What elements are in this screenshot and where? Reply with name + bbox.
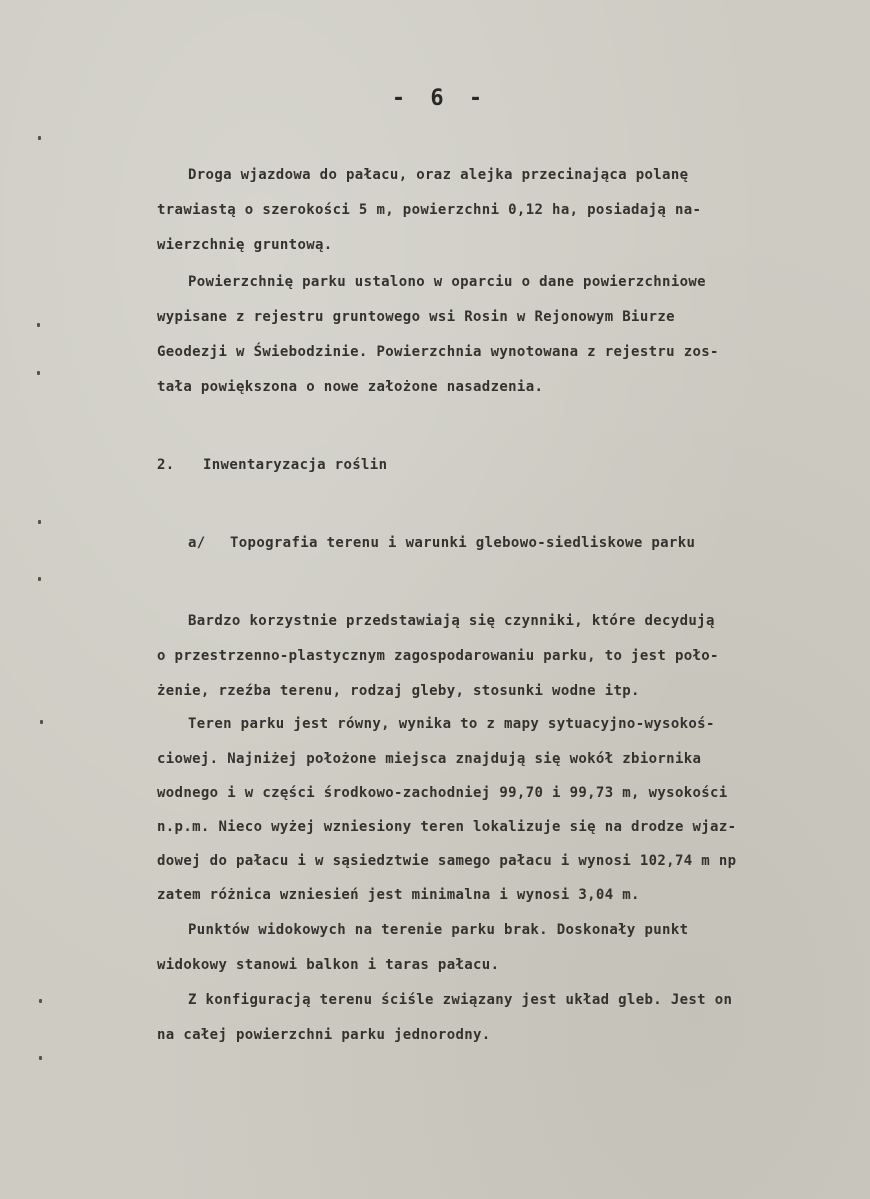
margin-mark	[37, 371, 40, 375]
paragraph-line: Geodezji w Świebodzinie. Powierzchnia wynotowana z rejestru zos-	[157, 344, 719, 360]
margin-mark	[38, 136, 41, 140]
margin-mark	[38, 520, 41, 524]
paragraph-line: Droga wjazdowa do pałacu, oraz alejka przecinająca polanę	[188, 167, 689, 183]
paragraph-line: ciowej. Najniżej położone miejsca znajdują się wokół zbiornika	[157, 751, 702, 767]
paragraph-line: wypisane z rejestru gruntowego wsi Rosin w Rejonowym Biurze	[157, 309, 675, 325]
section-title: Inwentaryzacja roślin	[203, 457, 388, 473]
paragraph-line: widokowy stanowi balkon i taras pałacu.	[157, 957, 500, 973]
margin-mark	[37, 323, 40, 327]
paragraph-line: n.p.m. Nieco wyżej wzniesiony teren lokalizuje się na drodze wjaz-	[157, 819, 737, 835]
margin-mark	[39, 1056, 42, 1060]
subsection-title: Topografia terenu i warunki glebowo-siedliskowe parku	[230, 535, 696, 551]
paragraph-line: Bardzo korzystnie przedstawiają się czynniki, które decydują	[188, 613, 715, 629]
page-number: - 6 -	[391, 86, 489, 111]
paragraph-line: Teren parku jest równy, wynika to z mapy sytuacyjno-wysokoś-	[188, 716, 715, 732]
margin-mark	[38, 577, 41, 581]
paragraph-line: o przestrzenno-plastycznym zagospodarowaniu parku, to jest poło-	[157, 648, 719, 664]
subsection-label: a/	[188, 535, 206, 551]
paragraph-line: wierzchnię gruntową.	[157, 237, 333, 253]
paragraph-line: Z konfiguracją terenu ściśle związany jest układ gleb. Jest on	[188, 992, 733, 1008]
paragraph-line: trawiastą o szerokości 5 m, powierzchni 0,12 ha, posiadają na-	[157, 202, 702, 218]
paragraph-line: Punktów widokowych na terenie parku brak. Doskonały punkt	[188, 922, 689, 938]
margin-mark	[40, 720, 43, 724]
paragraph-line: na całej powierzchni parku jednorodny.	[157, 1027, 491, 1043]
paragraph-line: żenie, rzeźba terenu, rodzaj gleby, stosunki wodne itp.	[157, 683, 640, 699]
paragraph-line: Powierzchnię parku ustalono w oparciu o dane powierzchniowe	[188, 274, 706, 290]
paragraph-line: zatem różnica wzniesień jest minimalna i wynosi 3,04 m.	[157, 887, 640, 903]
margin-mark	[39, 999, 42, 1003]
section-number: 2.	[157, 457, 175, 473]
paragraph-line: dowej do pałacu i w sąsiedztwie samego pałacu i wynosi 102,74 m np	[157, 853, 737, 869]
paragraph-line: wodnego i w części środkowo-zachodniej 99,70 i 99,73 m, wysokości	[157, 785, 728, 801]
paragraph-line: tała powiększona o nowe założone nasadzenia.	[157, 379, 544, 395]
